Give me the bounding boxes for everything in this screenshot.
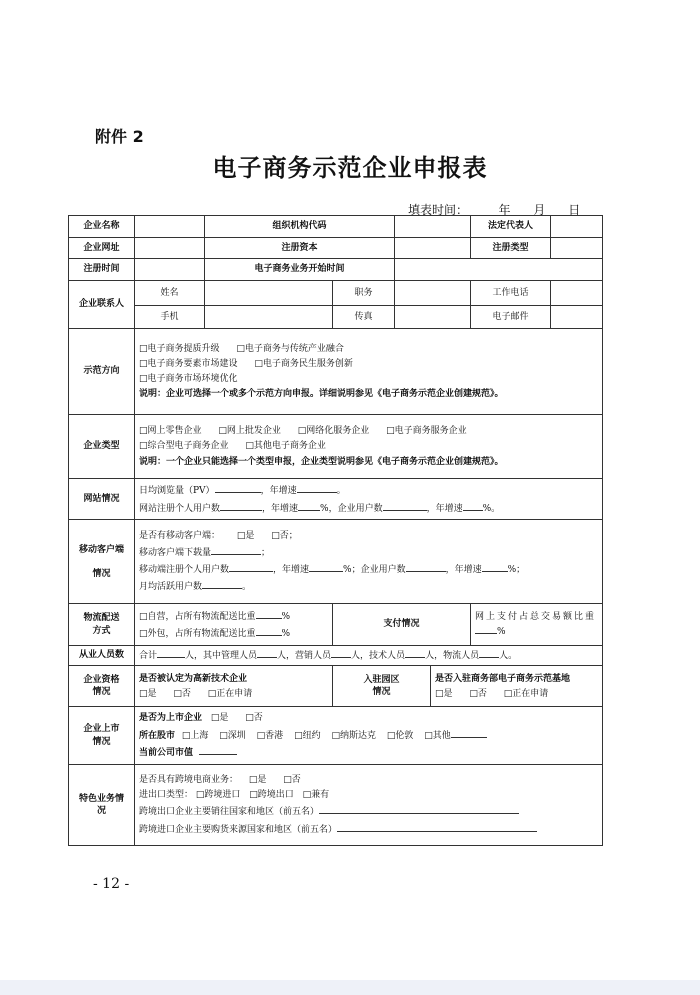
- table-row: [69, 259, 603, 281]
- checkbox-shanghai[interactable]: □上海: [181, 730, 209, 741]
- pv-growth-blank[interactable]: [297, 483, 337, 493]
- mobile-status-label: [69, 520, 135, 604]
- percent: %。: [482, 503, 501, 514]
- checkbox-yes[interactable]: □是: [248, 775, 267, 786]
- payment-pct-blank[interactable]: [475, 624, 497, 634]
- staff-tech-blank[interactable]: [405, 648, 425, 658]
- table-row: [69, 645, 603, 666]
- website-status-label: 网站情况: [69, 478, 135, 519]
- mobile-enterprise-blank[interactable]: [406, 562, 446, 572]
- legal-rep-label: 法定代表人: [471, 216, 551, 238]
- checkbox-both[interactable]: □兼有: [302, 790, 330, 801]
- staff-logistics-label: 人，物流人员: [425, 651, 480, 662]
- checkbox-option[interactable]: □电子商务民生服务创新: [254, 358, 353, 369]
- hightech-content: [135, 666, 333, 707]
- table-row: [69, 666, 603, 707]
- checkbox-option[interactable]: □综合型电子商务企业: [139, 441, 229, 452]
- checkbox-option[interactable]: □网上批发企业: [218, 426, 281, 437]
- website-status-content: [135, 478, 603, 519]
- market-value-blank[interactable]: [199, 745, 237, 755]
- logistics-self-option[interactable]: □自营，占所有物流配送比重: [139, 611, 256, 622]
- outsource-pct-blank[interactable]: [256, 626, 282, 636]
- contact-email-label: 电子邮件: [471, 306, 551, 329]
- staff-logistics-blank[interactable]: [479, 648, 499, 658]
- checkbox-option[interactable]: □网络化服务企业: [297, 426, 370, 437]
- company-type-note: 说明：一个企业只能选择一个类型申报，企业类型说明参见《电子商务示范企业创建规范》。: [139, 456, 504, 467]
- staff-label: 从业人员数: [69, 645, 135, 666]
- checkbox-applying[interactable]: □正在申请: [503, 688, 549, 699]
- percent: %: [281, 611, 291, 622]
- park-content: [431, 666, 603, 707]
- growth-label: ，年增速: [260, 486, 297, 497]
- listing-label-line1: 企业上市: [83, 724, 120, 735]
- checkbox-import[interactable]: □跨境进口: [195, 790, 241, 801]
- export-regions-label: 跨境出口企业主要销往国家和地区（前五名）: [139, 807, 320, 818]
- demo-direction-note: 说明：企业可选择一个或多个示范方向申报。详细说明参见《电子商务示范企业创建规范》。: [139, 389, 504, 400]
- ecommerce-start-label: 电子商务业务开始时间: [205, 259, 395, 281]
- checkbox-export[interactable]: □跨境出口: [249, 790, 294, 801]
- website-label: 企业网址: [69, 237, 135, 259]
- mobile-label-line1: 移动客户端: [78, 544, 124, 555]
- org-code-label: 组织机构代码: [205, 216, 395, 238]
- contact-title-field[interactable]: [395, 280, 471, 306]
- table-row: [69, 280, 603, 306]
- checkbox-no[interactable]: □否: [283, 775, 301, 786]
- checkbox-no[interactable]: □否: [173, 688, 191, 699]
- mobile-reg-growth-blank[interactable]: [309, 562, 343, 572]
- growth-label: ，年增速: [426, 503, 463, 514]
- special-label-line2: 况: [96, 805, 106, 816]
- listing-label: [69, 707, 135, 765]
- reg-type-label: 注册类型: [471, 237, 551, 259]
- staff-end: 人。: [499, 651, 518, 662]
- reg-type-field[interactable]: [551, 237, 603, 259]
- staff-sales-label: 人，营销人员: [277, 651, 332, 662]
- contact-mobile-label: 手机: [135, 306, 205, 329]
- contact-email-field[interactable]: [551, 306, 603, 329]
- checkbox-option[interactable]: □其他电子商务企业: [245, 441, 326, 452]
- park-label: [333, 666, 431, 707]
- enterprise-growth-blank[interactable]: [463, 501, 483, 511]
- self-pct-blank[interactable]: [256, 609, 282, 619]
- company-type-options: [135, 415, 603, 479]
- contact-person-label: 企业联系人: [69, 280, 135, 328]
- special-label: [69, 764, 135, 845]
- mobile-status-content: [135, 520, 603, 604]
- import-regions-blank[interactable]: [337, 822, 537, 832]
- mobile-label-line2: 情况: [92, 568, 111, 579]
- contact-name-label: 姓名: [135, 280, 205, 306]
- logistics-label-line1: 物流配送: [83, 613, 120, 624]
- staff-tech-label: 人，技术人员: [351, 651, 406, 662]
- qualification-label-line1: 企业资格: [83, 675, 120, 686]
- checkbox-newyork[interactable]: □纽约: [294, 730, 321, 741]
- growth-label: ，年增速: [262, 503, 299, 514]
- checkbox-shenzhen[interactable]: □深圳: [219, 730, 246, 741]
- staff-mgmt-blank[interactable]: [257, 648, 277, 658]
- staff-total-label: 合计: [139, 651, 158, 662]
- mobile-reg-blank[interactable]: [229, 562, 273, 572]
- crossborder-question: 是否具有跨境电商业务：: [139, 775, 239, 786]
- contact-fax-field[interactable]: [395, 306, 471, 329]
- percent: %；: [507, 565, 526, 576]
- logistics-content: [135, 604, 333, 645]
- park-question: 是否入驻商务部电子商务示范基地: [435, 673, 571, 684]
- qualification-label: [69, 666, 135, 707]
- checkbox-other[interactable]: □其他: [424, 730, 451, 741]
- period: 。: [336, 486, 346, 497]
- org-code-field[interactable]: [395, 216, 471, 238]
- import-regions-label: 跨境进口企业主要购货来源国家和地区（前五名）: [139, 824, 338, 835]
- contact-title-label: 职务: [333, 280, 395, 306]
- company-name-label: 企业名称: [69, 216, 135, 238]
- checkbox-yes[interactable]: □是: [139, 688, 157, 699]
- mau-blank[interactable]: [202, 579, 242, 589]
- checkbox-option[interactable]: □电子商务要素市场建设: [139, 358, 238, 369]
- table-row: [69, 604, 603, 645]
- reg-capital-label: 注册资本: [205, 237, 395, 259]
- contact-workphone-field[interactable]: [551, 280, 603, 306]
- logistics-label: [69, 604, 135, 645]
- contact-mobile-field[interactable]: [205, 306, 333, 329]
- staff-content: [135, 645, 603, 666]
- reg-growth-blank[interactable]: [298, 501, 320, 511]
- enterprise-users-blank[interactable]: [383, 501, 427, 511]
- attachment-label: 附件 2: [95, 127, 144, 146]
- io-type-label: 进出口类型：: [139, 790, 194, 801]
- park-label-line2: 情况: [372, 687, 391, 698]
- percent: %: [497, 626, 506, 637]
- checkbox-option[interactable]: □电子商务提质升级: [139, 343, 220, 354]
- pv-label: 日均浏览量（PV）: [139, 486, 215, 497]
- checkbox-no[interactable]: □否: [469, 688, 487, 699]
- market-value-label: 当前公司市值: [139, 747, 194, 758]
- staff-total-blank[interactable]: [157, 648, 185, 658]
- downloads-blank[interactable]: [211, 545, 261, 555]
- fill-date: 填表时间： 年 月 日: [408, 203, 581, 217]
- export-regions-blank[interactable]: [319, 804, 519, 814]
- checkbox-option[interactable]: □电子商务与传统产业融合: [236, 343, 344, 354]
- staff-mgmt-label: 人，其中管理人员: [185, 651, 258, 662]
- listing-content: [135, 707, 603, 765]
- checkbox-option[interactable]: □电子商务市场环境优化: [139, 374, 238, 385]
- table-row: [69, 237, 603, 259]
- ecommerce-start-field[interactable]: [395, 259, 603, 281]
- checkbox-option[interactable]: □电子商务服务企业: [386, 426, 467, 437]
- reg-capital-field[interactable]: [395, 237, 471, 259]
- page-number: - 12 -: [93, 876, 130, 892]
- checkbox-option[interactable]: □网上零售企业: [139, 426, 202, 437]
- payment-content: [471, 604, 603, 645]
- company-name-field[interactable]: [135, 216, 205, 238]
- period: 。: [242, 582, 252, 593]
- table-row: [69, 306, 603, 329]
- reg-users-label: 网站注册个人用户数: [139, 503, 221, 514]
- checkbox-yes[interactable]: □是: [236, 531, 255, 541]
- checkbox-yes[interactable]: □是: [435, 688, 453, 699]
- page-title: 电子商务示范企业申报表: [212, 153, 488, 182]
- hightech-question: 是否被认定为高新技术企业: [139, 673, 248, 684]
- legal-rep-field[interactable]: [551, 216, 603, 238]
- mobile-enterprise-growth-blank[interactable]: [482, 562, 508, 572]
- demo-direction-options: [135, 328, 603, 414]
- checkbox-nasdaq[interactable]: □纳斯达克: [331, 730, 376, 741]
- website-field[interactable]: [135, 237, 205, 259]
- pv-blank[interactable]: [215, 483, 261, 493]
- reg-time-field[interactable]: [135, 259, 205, 281]
- enterprise-users-label: %，企业用户数: [320, 503, 383, 514]
- table-row: [69, 707, 603, 765]
- company-type-label: 企业类型: [69, 415, 135, 479]
- viewer-bottom-strip: [0, 980, 700, 995]
- application-form-table: [68, 215, 603, 846]
- has-mobile-label: 是否有移动客户端：: [139, 531, 221, 541]
- reg-users-blank[interactable]: [220, 501, 262, 511]
- table-row: [69, 478, 603, 519]
- contact-workphone-label: 工作电话: [471, 280, 551, 306]
- other-exchange-blank[interactable]: [451, 728, 487, 738]
- demo-direction-label: 示范方向: [69, 328, 135, 414]
- table-row: [69, 520, 603, 604]
- staff-sales-blank[interactable]: [331, 648, 351, 658]
- checkbox-no[interactable]: □否: [245, 713, 263, 724]
- park-label-line1: 入驻园区: [363, 675, 400, 686]
- reg-time-label: 注册时间: [69, 259, 135, 281]
- checkbox-no[interactable]: □否；: [271, 531, 298, 541]
- logistics-outsource-option[interactable]: □外包，占所有物流配送比重: [139, 629, 256, 640]
- qualification-label-line2: 情况: [92, 687, 111, 698]
- percent: %: [281, 629, 291, 640]
- contact-name-field[interactable]: [205, 280, 333, 306]
- special-content: [135, 764, 603, 845]
- checkbox-hongkong[interactable]: □香港: [256, 730, 284, 741]
- downloads-label: 移动客户端下载量: [139, 548, 212, 559]
- checkbox-applying[interactable]: □正在申请: [207, 688, 253, 699]
- special-label-line1: 特色业务情: [78, 793, 124, 804]
- listing-label-line2: 情况: [92, 736, 111, 747]
- checkbox-yes[interactable]: □是: [210, 713, 229, 724]
- table-row: [69, 764, 603, 845]
- exchange-label: 所在股市: [139, 730, 176, 741]
- table-row: [69, 415, 603, 479]
- table-row: [69, 216, 603, 238]
- growth-label: ，年增速: [273, 565, 310, 576]
- logistics-label-line2: 方式: [92, 625, 111, 636]
- listed-question: 是否为上市企业: [139, 713, 203, 724]
- mau-label: 月均活跃用户数: [139, 582, 203, 593]
- table-row: [69, 328, 603, 414]
- payment-label: 支付情况: [333, 604, 471, 645]
- semicolon: ；: [261, 548, 271, 559]
- mobile-reg-label: 移动端注册个人用户数: [139, 565, 230, 576]
- payment-text: 网上支付占总交易额比重: [475, 612, 597, 623]
- enterprise-users-label: %；企业用户数: [343, 565, 406, 576]
- checkbox-london[interactable]: □伦敦: [386, 730, 414, 741]
- growth-label: ，年增速: [445, 565, 482, 576]
- contact-fax-label: 传真: [333, 306, 395, 329]
